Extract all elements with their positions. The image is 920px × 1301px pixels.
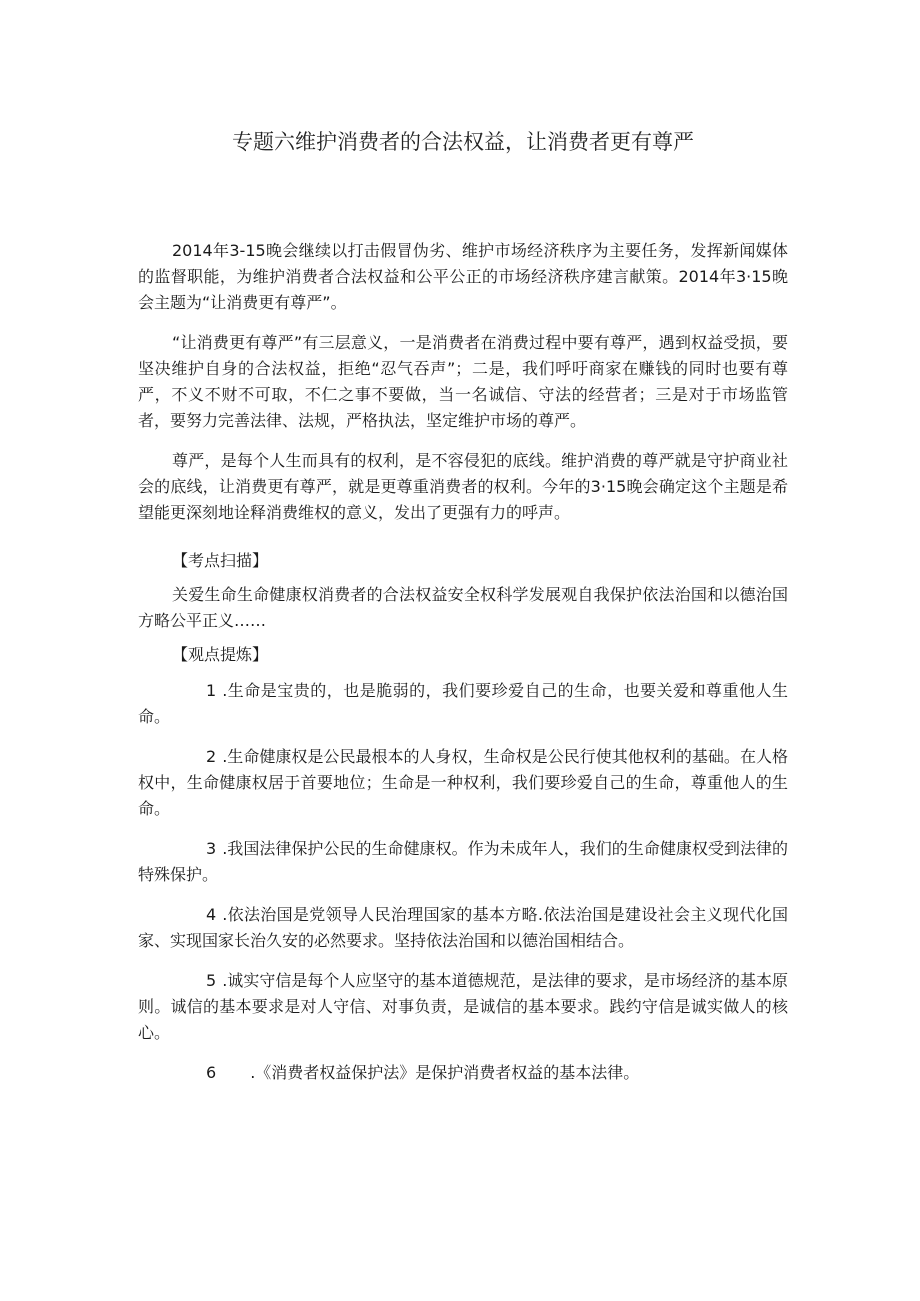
point-item-3 <box>138 836 788 888</box>
scan-text: 关爱生命生命健康权消费者的合法权益安全权科学发展观自我保护依法治国和以德治国方略公平正义…… <box>138 585 788 630</box>
point-text: .依法治国是党领导人民治理国家的基本方略.依法治国是建设社会主义现代化国家、实现国家长治久安的必然要求。坚持依法治国和以德治国相结合。 <box>138 905 788 950</box>
points-heading: 【观点提炼】 <box>172 645 269 664</box>
point-item-2 <box>138 744 788 822</box>
page-title: 专题六维护消费者的合法权益，让消费者更有尊严 <box>232 130 694 154</box>
point-number: 6 <box>206 1063 217 1082</box>
point-text: .生命是宝贵的，也是脆弱的，我们要珍爱自己的生命，也要关爱和尊重他人生命。 <box>138 681 788 726</box>
document-body <box>138 238 788 1100</box>
point-number: 4 <box>206 905 217 924</box>
intro-paragraph-3: 尊严，是每个人生而具有的权利，是不容侵犯的底线。维护消费的尊严就是守护商业社会的底线，让消费更有尊严，就是更尊重消费者的权利。今年的3·15晚会确定这个主题是希望能更深刻地诠释消费维权的意义，发出了更强有力的呼声。 <box>138 451 788 522</box>
point-item-5 <box>138 968 788 1046</box>
intro-paragraph-2: “让消费更有尊严”有三层意义，一是消费者在消费过程中要有尊严，遇到权益受损，要坚决维护自身的合法权益，拒绝“忍气吞声”；二是，我们呼吁商家在赚钱的同时也要有尊严，不义不财不可取，不仁之事不要做，当一名诚信、守法的经营者；三是对于市场监管者，要努力完善法律、法规，严格执法，坚定维护市场的尊严。 <box>138 333 788 430</box>
point-text: .我国法律保护公民的生命健康权。作为未成年人，我们的生命健康权受到法律的特殊保护。 <box>138 839 788 884</box>
intro-paragraph-1: 2014年3-15晚会继续以打击假冒伪劣、维护市场经济秩序为主要任务，发挥新闻媒体的监督职能，为维护消费者合法权益和公平公正的市场经济秩序建言献策。2014年3·15晚会主题为“让消费更有尊严”。 <box>138 241 788 312</box>
scan-heading: 【考点扫描】 <box>172 551 269 570</box>
point-text: .诚实守信是每个人应坚守的基本道德规范，是法律的要求，是市场经济的基本原则。诚信的基本要求是对人守信、对事负责，是诚信的基本要求。践约守信是诚实做人的核心。 <box>138 971 788 1042</box>
point-item-1 <box>138 678 788 730</box>
point-number: 5 <box>206 971 217 990</box>
point-number: 3 <box>206 839 217 858</box>
point-item-4 <box>138 902 788 954</box>
point-number: 1 <box>206 681 217 700</box>
point-item-6 <box>138 1060 788 1086</box>
point-text: .《消费者权益保护法》是保护消费者权益的基本法律。 <box>250 1063 640 1082</box>
point-number: 2 <box>206 747 217 766</box>
point-text: .生命健康权是公民最根本的人身权，生命权是公民行使其他权利的基础。在人格权中，生命健康权居于首要地位；生命是一种权利，我们要珍爱自己的生命，尊重他人的生命。 <box>138 747 788 818</box>
